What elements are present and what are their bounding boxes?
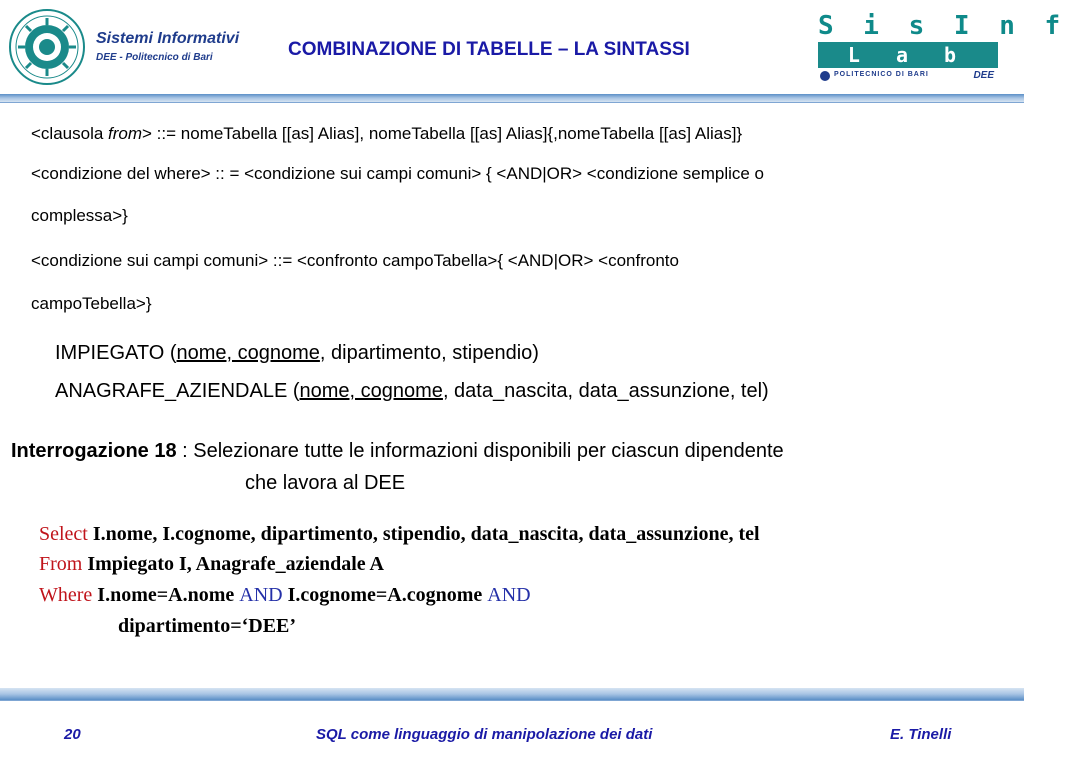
relation-key: nome, cognome — [299, 380, 443, 402]
sql-operator-and: AND — [239, 584, 283, 606]
slide-title: COMBINAZIONE DI TABELLE – LA SINTASSI — [288, 39, 690, 60]
sql-from-line — [39, 553, 384, 576]
page-number: 20 — [64, 726, 81, 743]
relation-key: nome, cognome — [176, 342, 320, 364]
syntax-line-common-fields-cont: campoTebella>} — [31, 294, 152, 313]
sql-select-line — [39, 523, 760, 546]
brand-subtitle: DEE - Politecnico di Bari — [96, 52, 213, 63]
syntax-italic: from — [108, 124, 143, 143]
lab-logo-politecnico: POLITECNICO DI BARI — [834, 71, 929, 78]
sql-select-list: I.nome, I.cognome, dipartimento, stipendio, data_nascita, data_assunzione, tel — [87, 523, 760, 545]
gear-icon — [820, 71, 830, 81]
sql-keyword-where: Where — [39, 584, 93, 606]
syntax-line-where: <condizione del where> :: = <condizione sui campi comuni> { <AND|OR> <condizione semplice o — [31, 164, 765, 183]
lab-logo-top: S i s I n f — [818, 11, 1067, 41]
sql-from-list: Impiegato I, Anagrafe_aziendale A — [82, 553, 384, 575]
header-separator-line — [0, 102, 1024, 103]
sql-operator-and: AND — [487, 584, 531, 606]
relation-attrs: , data_nascita, data_assunzione, tel) — [442, 380, 769, 402]
sql-keyword-select: Select — [39, 523, 88, 545]
relation-impiegato — [55, 342, 539, 365]
relation-anagrafe — [55, 380, 769, 403]
sql-where-line — [39, 584, 531, 607]
sql-condition: I.nome=A.nome — [92, 584, 240, 606]
query-description-cont: che lavora al DEE — [245, 472, 406, 494]
syntax-line-where-cont: complessa>} — [31, 206, 128, 225]
brand-title: Sistemi Informativi — [96, 30, 240, 47]
lab-logo-bottom — [818, 70, 998, 84]
sql-where-cont: dipartimento=‘DEE’ — [118, 615, 297, 637]
query-number: Interrogazione 18 — [11, 440, 177, 462]
footer-author: E. Tinelli — [890, 726, 952, 743]
syntax-line-common-fields: <condizione sui campi comuni> ::= <confronto campoTabella>{ <AND|OR> <confronto — [31, 251, 679, 270]
footer-separator — [0, 688, 1024, 700]
sql-condition: I.cognome=A.cognome — [282, 584, 488, 606]
relation-attrs: , dipartimento, stipendio) — [319, 342, 539, 364]
syntax-line-from — [31, 124, 742, 144]
relation-name: IMPIEGATO ( — [55, 342, 177, 364]
lab-logo-bar: L a b — [818, 42, 998, 68]
header-separator — [0, 94, 1024, 102]
footer-separator-line — [0, 700, 1024, 701]
query-description — [11, 440, 784, 463]
syntax-text: <clausola — [31, 124, 109, 143]
query-text: : Selezionare tutte le informazioni disponibili per ciascun dipendente — [176, 440, 784, 462]
relation-name: ANAGRAFE_AZIENDALE ( — [55, 380, 300, 402]
politecnico-seal-icon — [8, 8, 86, 86]
sisinf-lab-logo — [818, 11, 1067, 84]
syntax-text: > ::= nomeTabella [[as] Alias], nomeTabella [[as] Alias]{,nomeTabella [[as] Alias]} — [142, 124, 743, 143]
sql-keyword-from: From — [39, 553, 83, 575]
lab-logo-dee: DEE — [973, 70, 994, 81]
footer-title: SQL come linguaggio di manipolazione dei dati — [316, 726, 653, 743]
